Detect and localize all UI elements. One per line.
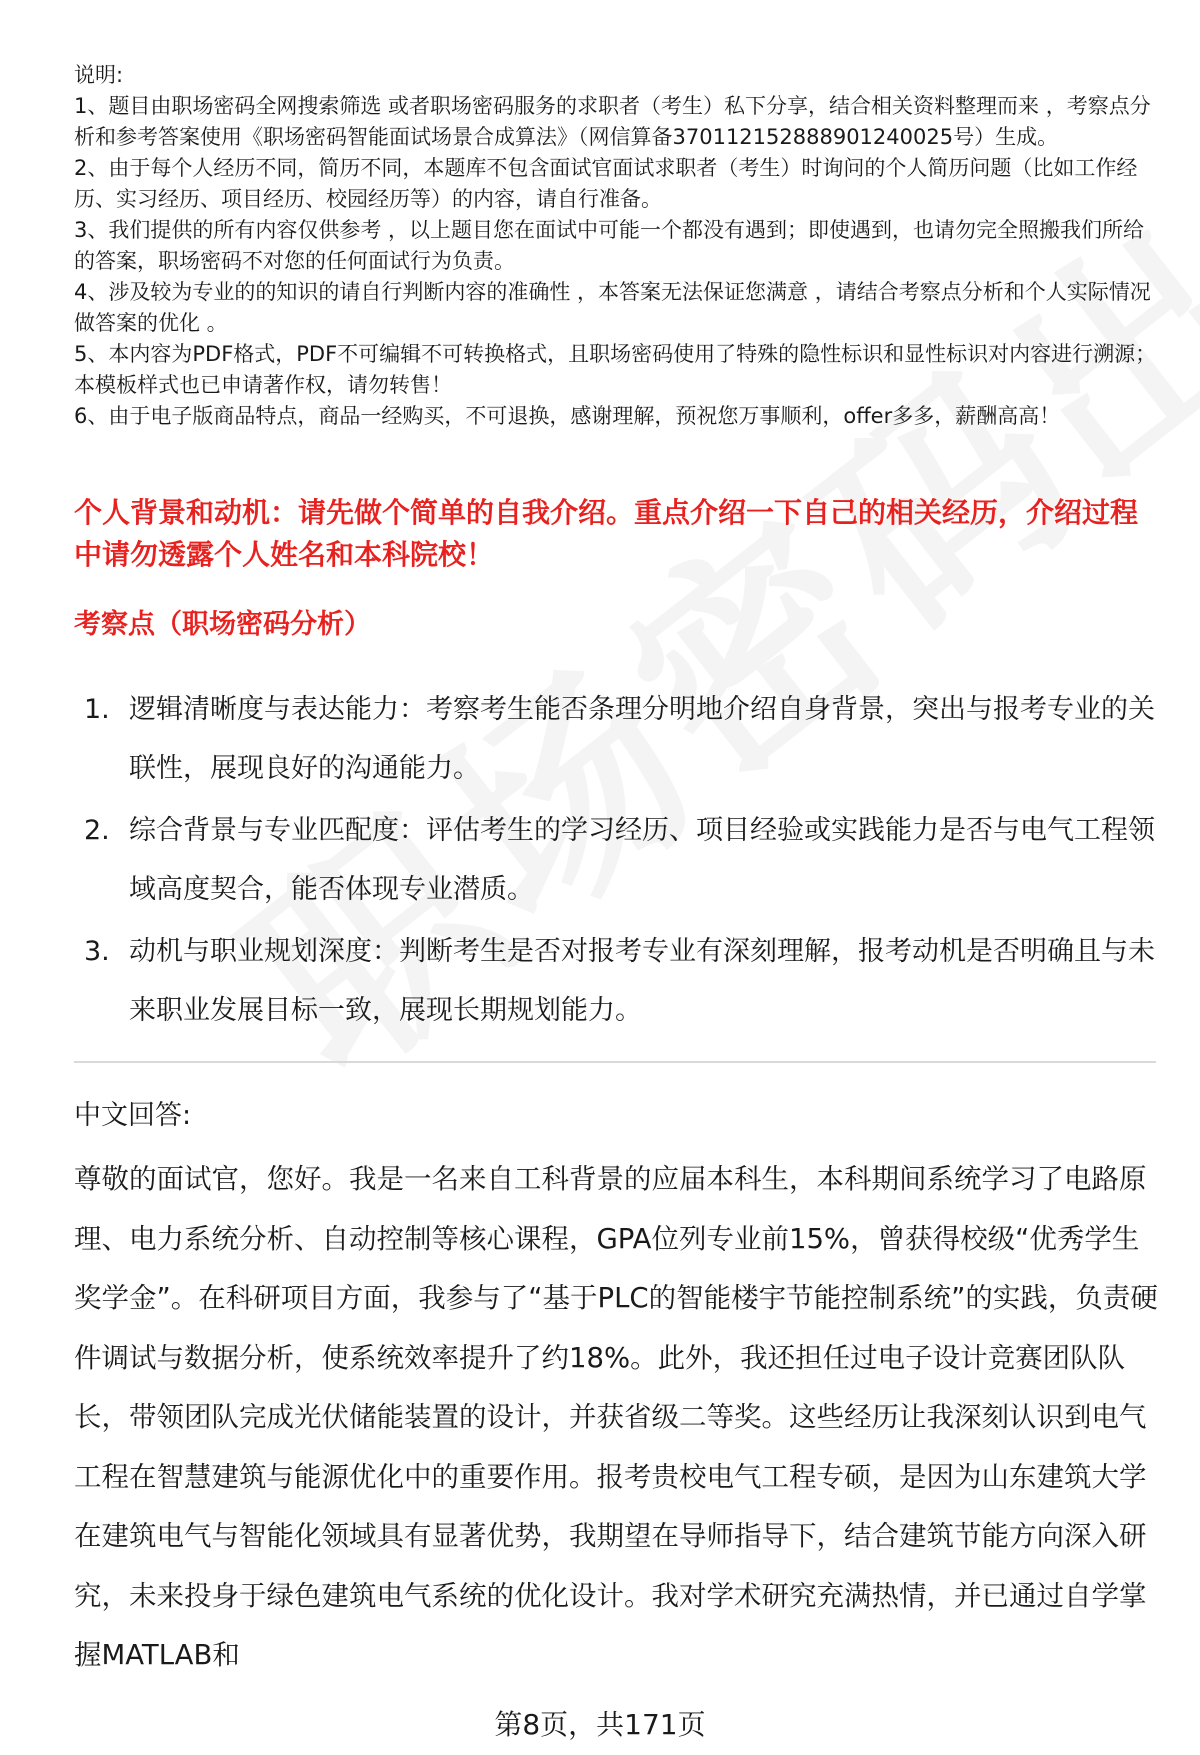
notes-item: 2、由于每个人经历不同，简历不同，本题库不包含面试官面试求职者（考生）时询问的个人简历问题（比如工作经历、实习经历、项目经历、校园经历等）的内容，请自行准备。 xyxy=(74,156,1138,211)
notes-item: 5、本内容为PDF格式，PDF不可编辑不可转换格式，且职场密码使用了特殊的隐性标识和显性标识对内容进行溯源；本模板样式也已申请著作权，请勿转售！ xyxy=(74,342,1157,397)
list-item-text: 动机与职业规划深度：判断考生是否对报考专业有深刻理解，报考动机是否明确且与未来职业发展目标一致，展现长期规划能力。 xyxy=(129,936,1155,1026)
notes-title: 说明: xyxy=(74,63,124,87)
list-item-number: 3. xyxy=(84,936,110,967)
list-item-number: 1. xyxy=(84,694,110,725)
answer-body: 尊敬的面试官，您好。我是一名来自工科背景的应届本科生，本科期间系统学习了电路原理、电力系统分析、自动控制等核心课程，GPA位列专业前15%，曾获得校级“优秀学生奖学金”。在科研项目方面，我参与了“基于PLC的智能楼宇节能控制系统”的实践，负责硬件调试与数据分析，使系统效率提升了约18%。此外，我还担任过电子设计竞赛团队队长，带领团队完成光伏储能装置的设计，并获省级二等奖。这些经历让我深刻认识到电气工程在智慧建筑与能源优化中的重要作用。报考贵校电气工程专硕，是因为山东建筑大学在建筑电气与智能化领域具有显著优势，我期望在导师指导下，结合建筑节能方向深入研究，未来投身于绿色建筑电气系统的优化设计。我对学术研究充满热情，并已通过自学掌握MATLAB和 xyxy=(74,1163,1158,1671)
notes-item: 6、由于电子版商品特点，商品一经购买，不可退换，感谢理解，预祝您万事顺利，offer多多，薪酬高高！ xyxy=(74,404,1061,428)
list-item xyxy=(74,922,1164,1040)
page-number: 第8页，共171页 xyxy=(494,1708,706,1741)
list-item xyxy=(74,680,1164,798)
disclaimer-notes xyxy=(74,60,1164,432)
analysis-points xyxy=(74,680,1164,1043)
notes-item: 1、题目由职场密码全网搜索筛选 或者职场密码服务的求职者（考生）私下分享，结合相关资料整理而来 ，考察点分析和参考答案使用《职场密码智能面试场景合成算法》（网信算备370112152888901240025号）生成。 xyxy=(74,94,1151,149)
list-item-text: 逻辑清晰度与表达能力：考察考生能否条理分明地介绍自身背景，突出与报考专业的关联性，展现良好的沟通能力。 xyxy=(129,694,1155,784)
list-item-text: 综合背景与专业匹配度：评估考生的学习经历、项目经验或实践能力是否与电气工程领域高度契合，能否体现专业潜质。 xyxy=(129,815,1155,905)
analysis-heading: 考察点（职场密码分析） xyxy=(74,609,371,640)
section-divider xyxy=(74,1061,1156,1063)
list-item xyxy=(74,801,1164,919)
question-heading: 个人背景和动机：请先做个简单的自我介绍。重点介绍一下自己的相关经历，介绍过程中请勿透露个人姓名和本科院校！ xyxy=(74,496,1139,571)
notes-item: 3、我们提供的所有内容仅供参考 ，以上题目您在面试中可能一个都没有遇到；即使遇到，也请勿完全照搬我们所给的答案，职场密码不对您的任何面试行为负责。 xyxy=(74,218,1145,273)
list-item-number: 2. xyxy=(84,815,110,846)
notes-item: 4、涉及较为专业的的知识的请自行判断内容的准确性 ，本答案无法保证您满意 ，请结合考察点分析和个人实际情况做答案的优化 。 xyxy=(74,280,1151,335)
answer-label: 中文回答: xyxy=(74,1100,192,1131)
